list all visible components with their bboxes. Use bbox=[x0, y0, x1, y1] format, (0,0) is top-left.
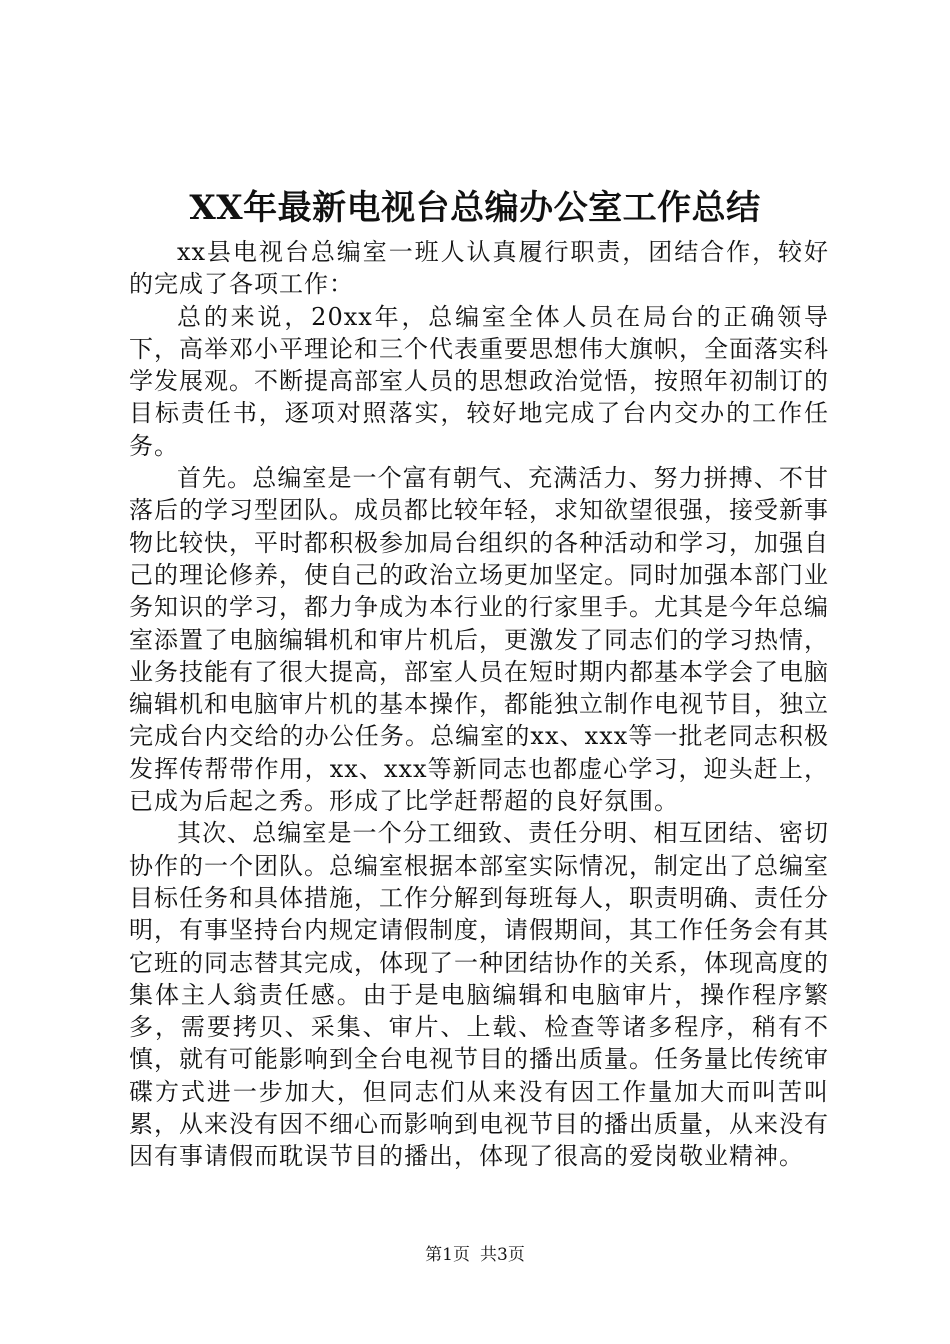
page-total: 共3页 bbox=[480, 1245, 525, 1265]
page-footer bbox=[0, 1244, 950, 1266]
paragraph-intro: xx县电视台总编室一班人认真履行职责，团结合作，较好的完成了各项工作： bbox=[129, 238, 829, 299]
paragraph-second: 其次、总编室是一个分工细致、责任分明、相互团结、密切协作的一个团队。总编室根据本部室实际情况，制定出了总编室目标任务和具体措施，工作分解到每班每人，职责明确、责任分明，有事坚持台内规定请假制度，请假期间，其工作任务会有其它班的同志替其完成，体现了一种团结协作的关系，体现高度的集体主人翁责任感。由于是电脑编辑和电脑审片，操作程序繁多，需要拷贝、采集、审片、上载、检查等诸多程序，稍有不慎，就有可能影响到全台电视节目的播出质量。任务量比传统审碟方式进一步加大，但同志们从来没有因工作量加大而叫苦叫累，从来没有因不细心而影响到电视节目的播出质量，从来没有因有事请假而耽误节目的播出，体现了很高的爱岗敬业精神。 bbox=[129, 819, 829, 1171]
paragraph-first: 首先。总编室是一个富有朝气、充满活力、努力拼搏、不甘落后的学习型团队。成员都比较年轻，求知欲望很强，接受新事物比较快，平时都积极参加局台组织的各种活动和学习，加强自己的理论修养，使自己的政治立场更加坚定。同时加强本部门业务知识的学习，都力争成为本行业的行家里手。尤其是今年总编室添置了电脑编辑机和审片机后，更激发了同志们的学习热情，业务技能有了很大提高，部室人员在短时期内都基本学会了电脑编辑机和电脑审片机的基本操作，都能独立制作电视节目，独立完成台内交给的办公任务。总编室的xx、xxx等一批老同志积极发挥传帮带作用，xx、xxx等新同志也都虚心学习，迎头赶上，已成为后起之秀。形成了比学赶帮超的良好氛围。 bbox=[129, 464, 829, 816]
page-number: 第1页 bbox=[425, 1245, 470, 1265]
paragraph-overview: 总的来说，20xx年，总编室全体人员在局台的正确领导下，高举邓小平理论和三个代表重要思想伟大旗帜，全面落实科学发展观。不断提高部室人员的思想政治觉悟，按照年初制订的目标责任书，逐项对照落实，较好地完成了台内交办的工作任务。 bbox=[129, 302, 829, 460]
document-title: XX年最新电视台总编办公室工作总结 bbox=[189, 188, 761, 228]
document-body bbox=[129, 236, 829, 1173]
